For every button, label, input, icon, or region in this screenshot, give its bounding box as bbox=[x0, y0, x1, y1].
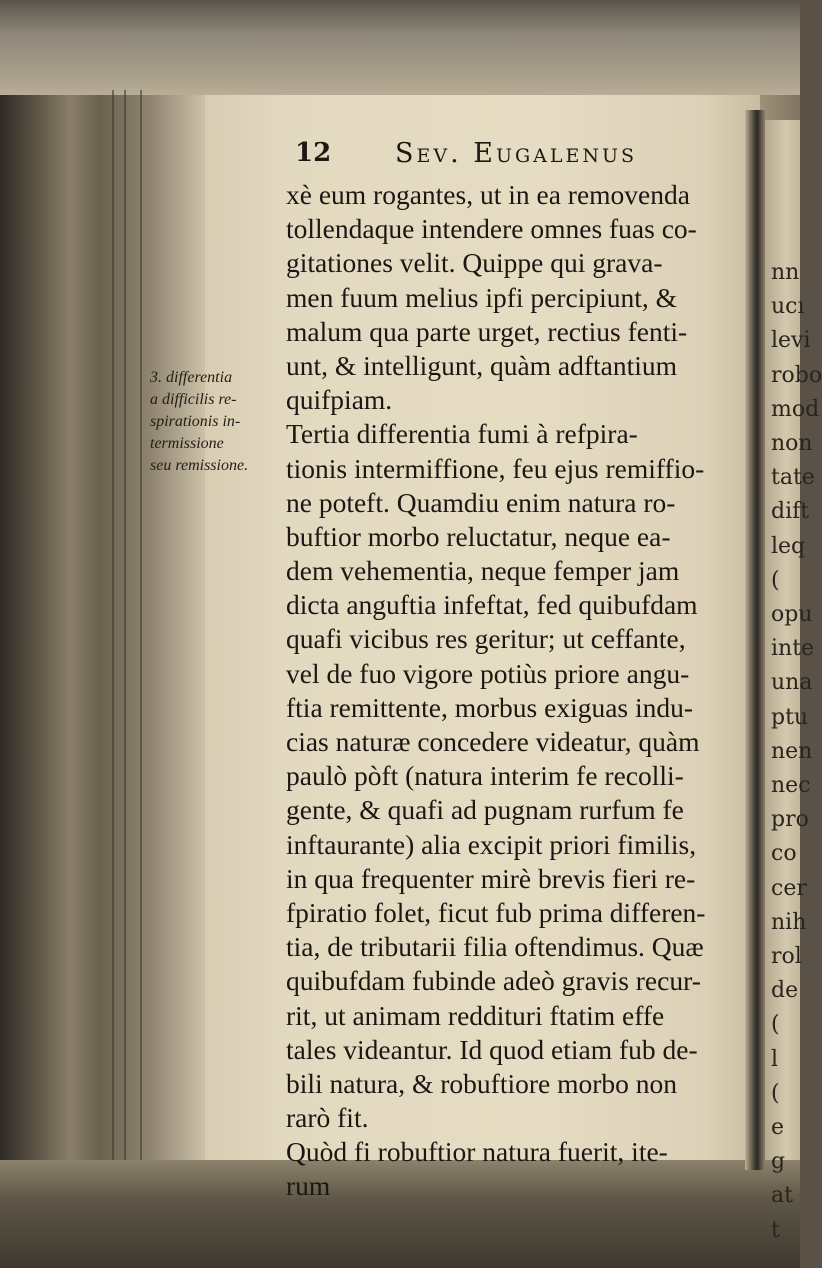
text-line: tales videantur. Id quod etiam fub de- bbox=[286, 1033, 698, 1065]
facing-page-fragment: g bbox=[771, 1149, 786, 1175]
page-number: 12 bbox=[295, 138, 332, 168]
text-line: tionis intermiffione, feu ejus remiffio- bbox=[286, 452, 705, 484]
facing-page-fragment: nec bbox=[771, 773, 811, 798]
text-line: bili natura, & robuftiore morbo non bbox=[286, 1067, 678, 1099]
text-line: tollendaque intendere omnes fuas co- bbox=[286, 213, 697, 245]
facing-page-fragment: pro bbox=[771, 807, 809, 833]
facing-page-fragment: nih bbox=[771, 909, 807, 935]
text-line: paulò pòft (natura interim fe recolli- bbox=[286, 760, 684, 792]
text-line: dem vehementia, neque femper jam bbox=[286, 555, 680, 587]
text-line: quifpiam. bbox=[286, 384, 393, 416]
marginal-note-line: spirationis in- bbox=[150, 413, 241, 430]
body-text bbox=[286, 178, 746, 1204]
spine-edge bbox=[140, 90, 142, 1180]
page-gutter bbox=[745, 110, 765, 1170]
text-line: quibufdam fubinde adeò gravis recur- bbox=[286, 965, 701, 997]
facing-page-fragment: dift bbox=[771, 499, 810, 525]
text-line: rum bbox=[286, 1170, 331, 1202]
facing-page-fragment: mod bbox=[771, 396, 820, 422]
text-line: xè eum rogantes, ut in ea removenda bbox=[286, 179, 690, 210]
facing-page-fragment: ucı bbox=[771, 294, 805, 320]
running-title: Sev. Eugalenus bbox=[395, 138, 638, 169]
facing-page-edge bbox=[765, 120, 822, 1243]
text-line: inftaurante) alia excipit priori fimilis, bbox=[286, 828, 697, 860]
text-line: ftia remittente, morbus exiguas indu- bbox=[286, 691, 694, 723]
binding-top bbox=[0, 0, 800, 95]
text-line: cias naturæ concedere videatur, quàm bbox=[286, 726, 700, 757]
marginal-note bbox=[150, 367, 285, 477]
text-line: in qua frequenter mirè brevis fieri re- bbox=[286, 862, 696, 894]
facing-page-fragment: cer bbox=[771, 875, 807, 901]
facing-page-fragment: at bbox=[771, 1183, 793, 1209]
facing-page-fragment: rol bbox=[771, 944, 802, 969]
text-line: men fuum melius ipfi percipiunt, & bbox=[286, 281, 678, 313]
facing-page-fragment: ( bbox=[771, 567, 780, 593]
text-line: buftior morbo reluctatur, neque ea- bbox=[286, 520, 671, 552]
text-line: quafi vicibus res geritur; ut ceffante, bbox=[286, 623, 686, 655]
facing-page-fragment: robo bbox=[771, 362, 822, 388]
facing-page-fragment: t bbox=[771, 1217, 780, 1243]
text-line: dicta anguftia infeftat, fed quibufdam bbox=[286, 589, 698, 621]
text-line: tia, de tributarii filia oftendimus. Quæ bbox=[286, 931, 704, 963]
facing-page-fragment: de bbox=[771, 978, 799, 1004]
facing-page-fragment: nn bbox=[771, 260, 800, 285]
spine-edge bbox=[112, 90, 114, 1180]
text-line: ne poteft. Quamdiu enim natura ro- bbox=[286, 486, 676, 518]
facing-page-fragment: opu bbox=[771, 602, 813, 627]
facing-page-fragment: non bbox=[771, 431, 813, 456]
page-header bbox=[295, 138, 735, 178]
facing-page-fragment: una bbox=[771, 670, 813, 696]
facing-page-fragment: tate bbox=[771, 465, 815, 491]
facing-page-fragment: ( bbox=[771, 1080, 780, 1106]
marginal-note-line: termissione bbox=[150, 435, 224, 452]
facing-page-fragment: ( bbox=[771, 1012, 780, 1038]
facing-page-fragment: inte bbox=[771, 636, 815, 662]
text-line: malum qua parte urget, rectius fenti- bbox=[286, 315, 688, 347]
text-line: fpiratio folet, ficut fub prima differen- bbox=[286, 896, 706, 928]
facing-page-fragment: leq bbox=[771, 533, 806, 559]
text-line: Quòd fi robuftior natura fuerit, ite- bbox=[286, 1136, 668, 1168]
facing-page-fragment: levi bbox=[771, 328, 811, 354]
marginal-note-line: seu remissione. bbox=[150, 457, 249, 474]
marginal-note-line: 3. differentia bbox=[150, 369, 233, 386]
facing-page-fragment: co bbox=[771, 841, 797, 867]
text-line: rarò fit. bbox=[286, 1102, 369, 1134]
facing-page-fragment: ptu bbox=[771, 704, 809, 730]
text-line: rit, ut animam reddituri ftatim effe bbox=[286, 999, 665, 1031]
facing-page-fragment: nen bbox=[771, 738, 813, 764]
facing-page-fragment: e bbox=[771, 1115, 785, 1140]
marginal-note-line: a difficilis re- bbox=[150, 391, 237, 408]
text-line: Tertia differentia fumi à refpira- bbox=[286, 418, 638, 450]
spine-edge bbox=[124, 90, 126, 1180]
facing-page-fragment: l bbox=[771, 1046, 779, 1072]
text-line: gitationes velit. Quippe qui grava- bbox=[286, 247, 663, 279]
text-line: gente, & quafi ad pugnam rurfum fe bbox=[286, 794, 684, 826]
text-line: vel de fuo vigore potiùs priore angu- bbox=[286, 657, 690, 689]
text-line: unt, & intelligunt, quàm adftantium bbox=[286, 349, 678, 381]
